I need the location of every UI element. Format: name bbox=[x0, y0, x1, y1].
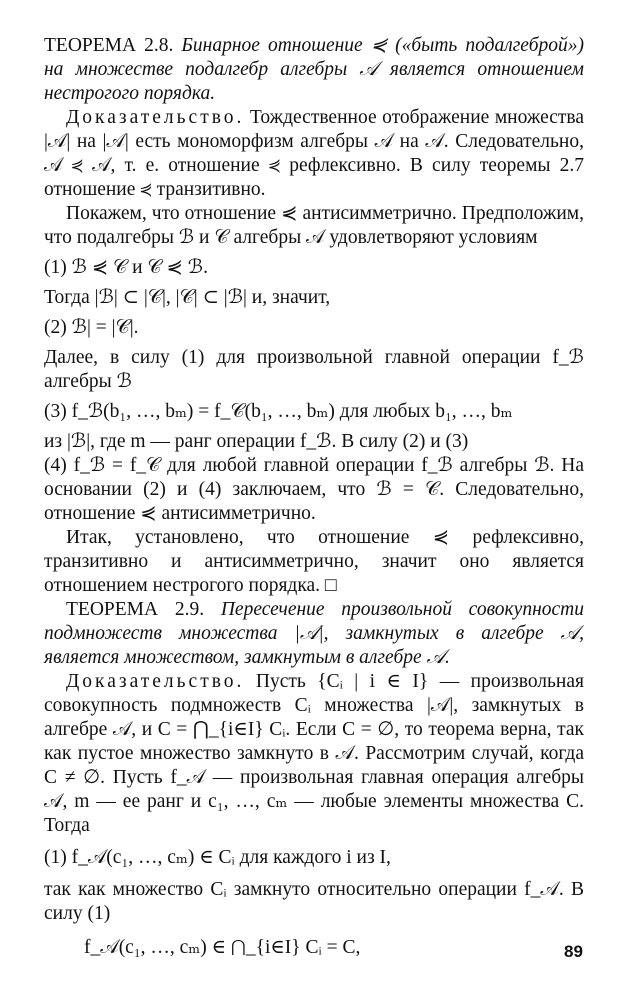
proof-5 bbox=[44, 430, 584, 454]
proof-6 bbox=[44, 454, 584, 526]
formula-1 bbox=[44, 256, 584, 280]
proof-1-lead: Доказательство. bbox=[66, 107, 245, 128]
proof-2-text: Покажем, что отношение ⋞ антисимметрично. Предположим, что подалгебры ℬ и 𝒞 алгебры 𝒜 удовлетворяют условиям bbox=[44, 203, 584, 248]
proof-3 bbox=[44, 286, 584, 310]
proof-6-text: (4) f_ℬ = f_𝒞 для любой главной операции f_ℬ алгебры ℬ. На основании (2) и (4) заключаем, что ℬ = 𝒞. Следовательно, отношение ⋞ антисимметрично. bbox=[44, 455, 584, 524]
formula-3 bbox=[44, 400, 584, 424]
theorem-2-9-head bbox=[44, 598, 584, 670]
formula-4-text: (1) f_𝒜(c₁, …, cₘ) ∈ Cᵢ для каждого i из I, bbox=[44, 847, 391, 868]
proof2-2 bbox=[44, 878, 584, 926]
proof-7 bbox=[44, 526, 584, 598]
proof-7-text: Итак, установлено, что отношение ⋞ рефлексивно, транзитивно и антисимметрично, значит оно является отношением нестрогого порядка. □ bbox=[44, 527, 584, 596]
proof2-1-lead: Доказательство. bbox=[66, 671, 245, 692]
proof-2 bbox=[44, 202, 584, 250]
formula-5-text: f_𝒜(c₁, …, cₘ) ∈ ⋂_{i∈I} Cᵢ = C, bbox=[84, 937, 361, 958]
page-text bbox=[44, 34, 584, 970]
proof-4 bbox=[44, 346, 584, 394]
theorem-2-9-head-lead: ТЕОРЕМА 2.9. bbox=[66, 599, 205, 620]
theorem-2-8-head-text: Бинарное отношение ⋞ («быть подалгеброй») на множестве подалгебр алгебры 𝒜 является отношением нестрогого порядка. bbox=[44, 35, 585, 104]
formula-2 bbox=[44, 316, 584, 340]
proof-5-text: из |ℬ|, где m — ранг операции f_ℬ. В силу (2) и (3) bbox=[44, 431, 469, 452]
proof-1-text: Тождественное отображение множества |𝒜| на |𝒜| есть мономорфизм алгебры 𝒜 на 𝒜. Следовательно, 𝒜 ⋞ 𝒜, т. е. отношение ⋞ рефлексивно. В силу теоремы 2.7 отношение ⋞ транзитивно. bbox=[44, 107, 585, 200]
proof2-1 bbox=[44, 670, 584, 838]
formula-2-text: (2) ℬ| = |𝒞|. bbox=[44, 317, 139, 338]
proof2-2-text: так как множество Cᵢ замкнуто относительно операции f_𝒜. В силу (1) bbox=[44, 879, 584, 924]
formula-4 bbox=[44, 846, 584, 870]
theorem-2-8-head-lead: ТЕОРЕМА 2.8. bbox=[44, 35, 174, 56]
formula-3-text: (3) f_ℬ(b₁, …, bₘ) = f_𝒞(b₁, …, bₘ) для любых b₁, …, bₘ bbox=[44, 401, 513, 422]
formula-5 bbox=[84, 936, 584, 960]
theorem-2-8-head bbox=[44, 34, 584, 106]
theorem-2-9-head-text: Пересечение произвольной совокупности подмножеств множества |𝒜|, замкнутых в алгебре 𝒜, является множеством, замкнутым в алгебре 𝒜. bbox=[44, 599, 584, 668]
proof-1 bbox=[44, 106, 584, 202]
formula-1-text: (1) ℬ ⋞ 𝒞 и 𝒞 ⋞ ℬ. bbox=[44, 257, 208, 278]
proof-4-text: Далее, в силу (1) для произвольной главной операции f_ℬ алгебры ℬ bbox=[44, 347, 584, 392]
proof2-1-text: Пусть {Cᵢ | i ∈ I} — произвольная совокупность подмножеств Cᵢ множества |𝒜|, замкнутых в алгебре 𝒜, и C = ⋂_{i∈I} Cᵢ. Если C = ∅, то теорема верна, так как пустое множество замкнуто в 𝒜. Рассмотрим случай, когда C ≠ ∅. Пусть f_𝒜 — произвольная главная операция алгебры 𝒜, m — ее ранг и c₁, …, cₘ — любые элементы множества C. Тогда bbox=[44, 671, 584, 836]
page-number: 89 bbox=[564, 942, 583, 961]
proof-3-text: Тогда |ℬ| ⊂ |𝒞|, |𝒞| ⊂ |ℬ| и, значит, bbox=[44, 287, 331, 308]
